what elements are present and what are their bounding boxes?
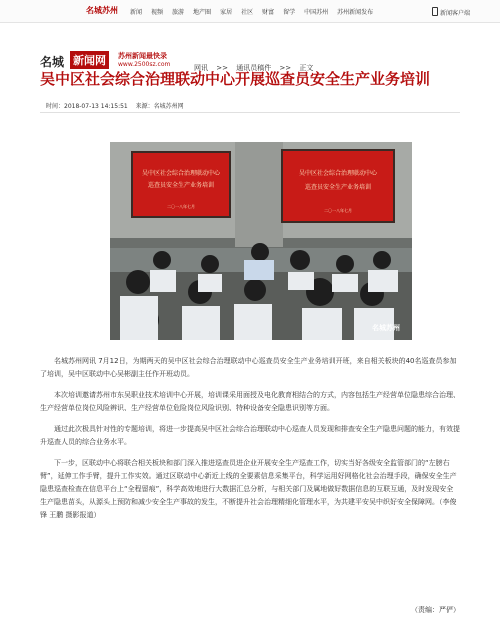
article-photo [110, 142, 412, 340]
article-body [40, 355, 460, 530]
top-nav-links [130, 7, 373, 16]
article-time: 时间：2018-07-13 14:15:51 [46, 103, 128, 110]
article-paragraph: 本次培训邀请苏州市东吴职业技术培训中心开展，培训课采用面授及电化教育相结合的方式，内容包括生产经营单位隐患综合治理、生产经营单位岗位风险辨识、生产经营单位危险岗位风险识别、特种设备安全隐患识别等方面。 [40, 391, 460, 412]
article-paragraph: 下一步，区联动中心将联合相关板块和部门深入推进巡查员进企业开展安全生产巡查工作，切实当好各级安全监管部门的“左膀右臂”，延伸工作手臂，提升工作实效。通过区联动中心新近上线的全要素信息采集平台，科学运用好网格化社会治理手段，确保安全生产隐患巡查检查在信息平台上“全程留痕”，科学高效地进行大数据汇总分析，与相关部门及属地做好数据信息的互联互通，及时发现安全生产隐患苗头，从源头上预防和减少安全生产事故的发生，不断提升社会治理精细化管理水平，为共建平安吴中织好安全保障网。（李俊锋 王鹏 摄影报道） [40, 459, 457, 519]
nav-link-china-suzhou[interactable]: 中国苏州 [304, 9, 329, 16]
brand-news-box[interactable]: 新闻网 [70, 51, 109, 69]
breadcrumb-item-news[interactable]: 网讯 [194, 64, 208, 72]
article-editor: （责编：严俨） [411, 606, 460, 614]
breadcrumb-item-article: 正文 [299, 64, 314, 72]
photo-watermark: 名城苏州 [372, 323, 400, 332]
top-navigation-bar [0, 0, 500, 23]
nav-link-video[interactable]: 视频 [151, 9, 164, 16]
brand-city[interactable]: 名城 [40, 55, 65, 69]
screen-left-line1: 吴中区社会综合治理联动中心 [141, 170, 221, 177]
screen-right-date: 二〇一八年七月 [324, 208, 352, 213]
breadcrumb-item-contributor[interactable]: 通讯员稿件 [236, 64, 272, 72]
nav-link-press-release[interactable]: 苏州新闻发布 [337, 9, 374, 16]
screen-right-line1: 吴中区社会综合治理联动中心 [298, 170, 378, 177]
nav-link-study-abroad[interactable]: 留学 [283, 9, 296, 16]
screen-left-date: 二〇一八年七月 [167, 204, 195, 209]
nav-link-finance[interactable]: 财富 [262, 9, 275, 16]
nav-link-realestate[interactable]: 地产圈 [193, 9, 212, 16]
nav-link-community[interactable]: 社区 [241, 9, 254, 16]
breadcrumb-separator: >> [279, 64, 292, 72]
brand-header [0, 23, 500, 72]
nav-link-news[interactable]: 新闻 [130, 9, 143, 16]
article-paragraph: 名城苏州网讯 7月12日，为期两天的吴中区社会综合治理联动中心巡查员安全生产业务培训开班，来自相关板块的40名巡查员参加了培训，吴中区联动中心吴彬副主任作开班动员。 [40, 357, 457, 378]
article-source: 来源：名城苏州网 [135, 103, 184, 110]
nav-link-home[interactable]: 家居 [220, 9, 233, 16]
breadcrumb-separator: >> [216, 64, 228, 72]
site-logo[interactable]: 名城苏州 [86, 5, 118, 15]
phone-icon [432, 7, 438, 16]
article-meta [46, 101, 190, 110]
nav-link-travel[interactable]: 旅游 [172, 9, 185, 16]
brand-slogan: 苏州新闻最快录 [118, 52, 167, 60]
news-client-label: 新闻客户端 [439, 10, 470, 17]
screen-right-line2: 巡查员安全生产业务培训 [304, 184, 372, 191]
article-title: 吴中区社会综合治理联动中心开展巡查员安全生产业务培训 [40, 70, 431, 88]
screen-left-line2: 巡查员安全生产业务培训 [147, 182, 215, 189]
title-divider [40, 112, 460, 113]
brand-url: www.2500sz.com [118, 61, 171, 68]
news-client-link[interactable] [432, 7, 470, 17]
article-paragraph: 通过此次极具针对性的专题培训，将进一步提高吴中区社会综合治理联动中心巡查人员发现和排查安全生产隐患问题的能力，有效提升巡查人员的综合业务水平。 [40, 425, 460, 446]
